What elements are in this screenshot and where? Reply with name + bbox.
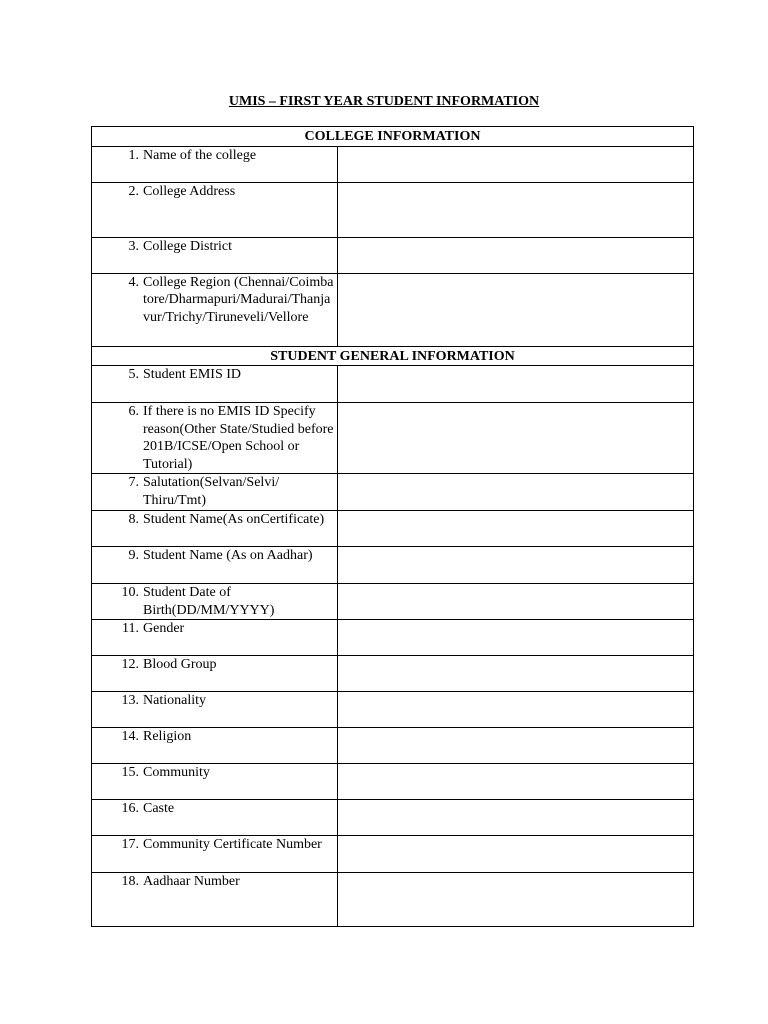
item-number: 9.: [128, 548, 139, 563]
item-number: 2.: [128, 183, 139, 199]
college-region-value-cell[interactable]: [338, 273, 694, 346]
table-row: [92, 273, 694, 346]
blood-group-value-cell[interactable]: [338, 656, 694, 692]
field-label: Nationality: [143, 693, 206, 708]
table-row: [92, 836, 694, 873]
section-header-row: [92, 127, 694, 147]
item-number: 16.: [121, 801, 139, 816]
caste-value-cell[interactable]: [338, 800, 694, 836]
item-number: 13.: [121, 693, 139, 708]
field-label: Community: [143, 765, 210, 780]
item-number: 17.: [121, 837, 139, 852]
table-row: [92, 182, 694, 237]
field-label-cell: [92, 692, 338, 728]
field-label-cell: [92, 366, 338, 403]
field-label-cell: [92, 656, 338, 692]
field-label-cell: [92, 764, 338, 800]
gender-value-cell[interactable]: [338, 620, 694, 656]
student-name-certificate-value-cell[interactable]: [338, 511, 694, 547]
item-number: 15.: [121, 765, 139, 780]
field-label-cell: [92, 511, 338, 547]
table-row: [92, 656, 694, 692]
field-label: Caste: [143, 801, 175, 816]
table-row: [92, 474, 694, 511]
field-label: Community Certificate Number: [143, 837, 322, 852]
field-label-cell: [92, 873, 338, 927]
section-heading-student-general: STUDENT GENERAL INFORMATION: [92, 346, 694, 366]
table-row: [92, 584, 694, 620]
field-label-cell: [92, 273, 338, 346]
table-row: [92, 403, 694, 474]
field-label-cell: [92, 836, 338, 873]
table-row: [92, 547, 694, 584]
field-label: Salutation(Selvan/Selvi/ Thiru/Tmt): [143, 475, 280, 508]
field-label: Aadhaar Number: [143, 874, 240, 889]
item-number: 3.: [128, 238, 139, 254]
item-number: 18.: [121, 874, 139, 889]
community-certificate-value-cell[interactable]: [338, 836, 694, 873]
field-label: Blood Group: [143, 657, 217, 672]
field-label: Student Date of Birth(DD/MM/YYYY): [143, 585, 275, 618]
field-label: Name of the college: [143, 147, 257, 163]
field-label: Gender: [143, 621, 185, 636]
field-label: If there is no EMIS ID Specify reason(Other State/Studied before 201B/ICSE/Open School or Tutorial): [143, 404, 334, 472]
item-number: 10.: [121, 585, 139, 600]
nationality-value-cell[interactable]: [338, 692, 694, 728]
section-header-row: [92, 346, 694, 366]
date-of-birth-value-cell[interactable]: [338, 584, 694, 620]
field-label-cell: [92, 547, 338, 584]
table-row: [92, 873, 694, 927]
field-label: Religion: [143, 729, 192, 744]
table-row: [92, 692, 694, 728]
student-name-aadhar-value-cell[interactable]: [338, 547, 694, 584]
table-row: [92, 366, 694, 403]
college-address-value-cell[interactable]: [338, 182, 694, 237]
field-label: Student Name(As onCertificate): [143, 512, 325, 527]
field-label-cell: [92, 182, 338, 237]
item-number: 6.: [128, 404, 139, 419]
religion-value-cell[interactable]: [338, 728, 694, 764]
item-number: 1.: [128, 147, 139, 163]
no-emis-reason-value-cell[interactable]: [338, 403, 694, 474]
field-label-cell: [92, 237, 338, 273]
field-label-cell: [92, 800, 338, 836]
table-row: [92, 620, 694, 656]
table-row: [92, 146, 694, 182]
table-row: [92, 511, 694, 547]
college-name-value-cell[interactable]: [338, 146, 694, 182]
field-label-cell: [92, 584, 338, 620]
table-row: [92, 728, 694, 764]
community-value-cell[interactable]: [338, 764, 694, 800]
field-label-cell: [92, 403, 338, 474]
salutation-value-cell[interactable]: [338, 474, 694, 511]
item-number: 4.: [128, 274, 139, 290]
section-heading-college: COLLEGE INFORMATION: [92, 127, 694, 147]
item-number: 12.: [121, 657, 139, 672]
field-label: College District: [143, 238, 233, 254]
college-district-value-cell[interactable]: [338, 237, 694, 273]
table-row: [92, 237, 694, 273]
field-label-cell: [92, 620, 338, 656]
table-row: [92, 764, 694, 800]
item-number: 7.: [128, 475, 139, 490]
student-information-form: [91, 126, 694, 927]
item-number: 5.: [128, 367, 139, 382]
field-label: College Address: [143, 183, 236, 199]
field-label: Student EMIS ID: [143, 367, 241, 382]
field-label: Student Name (As on Aadhar): [143, 548, 313, 563]
item-number: 14.: [121, 729, 139, 744]
field-label: College Region (Chennai/Coimbatore/Dharmapuri/Madurai/Thanjavur/Trichy/Tiruneveli/Vellore: [143, 274, 334, 325]
aadhaar-number-value-cell[interactable]: [338, 873, 694, 927]
student-emis-id-value-cell[interactable]: [338, 366, 694, 403]
page-title: UMIS – FIRST YEAR STUDENT INFORMATION: [228, 94, 540, 109]
field-label-cell: [92, 728, 338, 764]
table-row: [92, 800, 694, 836]
field-label-cell: [92, 146, 338, 182]
field-label-cell: [92, 474, 338, 511]
item-number: 8.: [128, 512, 139, 527]
item-number: 11.: [122, 621, 139, 636]
